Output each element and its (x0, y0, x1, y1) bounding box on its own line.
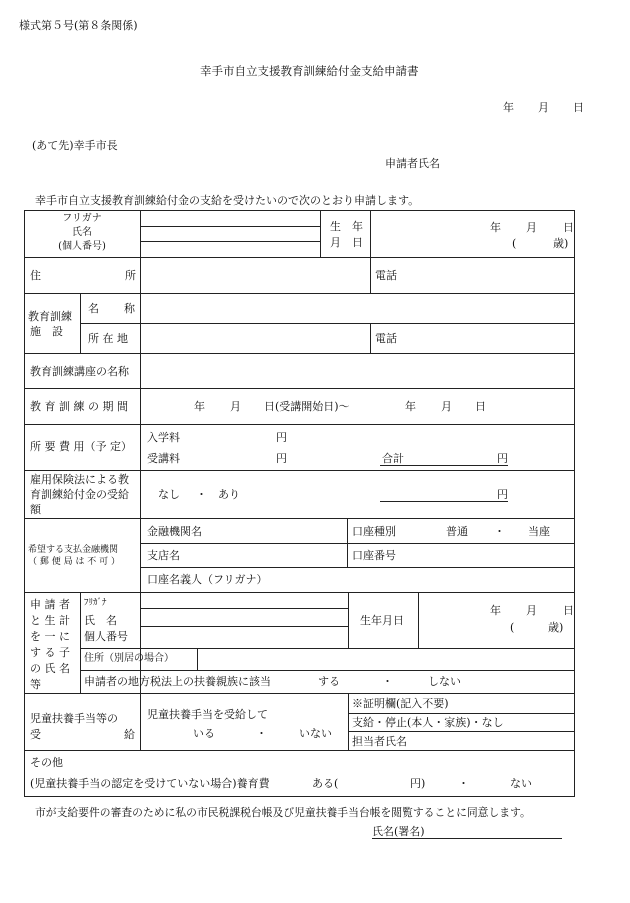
child-year: 年 (490, 604, 501, 617)
dependent-label: 申請者の地方税法上の扶養親族に該当 (84, 675, 271, 688)
support-fee-dot: ・ (458, 777, 469, 790)
account-current: 当座 (528, 525, 550, 538)
child-address-divider (197, 648, 198, 670)
child-age-close: 歳) (548, 621, 564, 634)
child-furigana-line (140, 608, 348, 609)
insurance-label-2: 育訓練給付金の受給 (30, 488, 129, 501)
form-number: 様式第５号(第８条関係) (19, 19, 138, 32)
insurance-label-1: 雇用保険法による教 (30, 473, 129, 486)
child-label-1: 申 請 者 (30, 598, 70, 611)
period-month-2: 月 (441, 400, 452, 413)
child-birth-right (418, 592, 419, 648)
row-line (24, 518, 575, 519)
support-fee-aru: ある( (312, 777, 339, 790)
support-fee-yen: 円) (410, 777, 426, 790)
account-number-label: 口座番号 (352, 549, 396, 562)
signature-underline (372, 838, 562, 839)
facility-label-2: 施 設 (30, 325, 63, 338)
bank-label-1: 希望する支払金融機関 (28, 545, 119, 555)
total-label: 合計 (382, 452, 404, 465)
row-line (24, 750, 575, 751)
bank-label-2: （ 郵 便 局 は 不 可 ） (28, 557, 121, 567)
child-label-3: を 一 に (30, 630, 70, 643)
allowance-label-1: 児童扶養手当等の (30, 712, 118, 725)
cert-line-2 (348, 731, 575, 732)
signature-label: 氏名(署名) (372, 825, 425, 838)
allowance-dot: ・ (256, 727, 267, 740)
total-underline (380, 465, 508, 466)
addressee: (あて先)幸手市長 (32, 139, 118, 152)
facility-name-label-1: 名 (88, 302, 99, 315)
period-day-1: 日(受講開始日)～ (264, 400, 350, 413)
child-subcolumn (80, 592, 81, 693)
total-yen: 円 (497, 452, 508, 465)
child-name-line (140, 626, 348, 627)
entrance-fee-label: 入学料 (147, 431, 180, 444)
birth-month: 月 (526, 221, 537, 234)
cert-label: ※証明欄(記入不要) (352, 697, 449, 710)
period-day-2: 日 (475, 400, 486, 413)
child-birth-left (348, 592, 349, 648)
row-line (24, 388, 575, 389)
account-holder-label: 口座名義人（フリガナ） (147, 573, 268, 586)
row-line (24, 592, 575, 593)
facility-location-label: 所 在 地 (88, 332, 128, 345)
facility-split-line (80, 323, 575, 324)
dependent-yes: する (318, 675, 340, 688)
date-day: 日 (573, 101, 584, 114)
insurance-yen: 円 (497, 488, 508, 501)
row-line (24, 424, 575, 425)
row-line (24, 293, 575, 294)
account-ordinary: 普通 (446, 525, 468, 538)
child-label-2: と 生 計 (30, 614, 70, 627)
birth-label-1: 生 年 (330, 220, 363, 233)
allowance-question: 児童扶養手当を受給して (147, 708, 268, 721)
consent-text: 市が支給要件の審査のために私の市民税課税台帳及び児童扶養手当台帳を閲覧することに同意します。 (35, 806, 531, 819)
birth-label-2: 月 日 (330, 236, 363, 249)
support-fee-label: (児童扶養手当の認定を受けていない場合)養育費 (30, 777, 270, 790)
insurance-dot: ・ (196, 488, 207, 501)
child-label-4: す る 子 (30, 646, 70, 659)
facility-name-label-2: 称 (124, 302, 135, 315)
name-furigana-line (140, 226, 320, 227)
birth-day: 日 (563, 221, 574, 234)
application-table (24, 210, 575, 797)
child-furigana-label: ﾌﾘｶﾞﾅ (84, 598, 107, 608)
label-column-line (140, 210, 141, 750)
age-close: 歳) (553, 237, 569, 250)
my-number-label: (個人番号) (58, 241, 106, 252)
period-year-1: 年 (194, 400, 205, 413)
facility-phone-divider (370, 323, 371, 353)
child-month: 月 (526, 604, 537, 617)
name-number-line (140, 241, 320, 242)
birth-year: 年 (490, 221, 501, 234)
course-name-label: 教育訓練講座の名称 (30, 365, 129, 378)
row-line (24, 693, 575, 694)
branch-label: 支店名 (147, 549, 180, 562)
cert-status: 支給・停止(本人・家族)・なし (352, 716, 504, 729)
phone-label: 電話 (375, 269, 397, 282)
bank-divider (347, 518, 348, 567)
bank-line-2 (140, 567, 575, 568)
insurance-label-3: 額 (30, 503, 41, 516)
birth-label-left (320, 210, 321, 257)
facility-phone-label: 電話 (375, 332, 397, 345)
bank-line-1 (140, 543, 575, 544)
account-type-dot: ・ (494, 525, 505, 538)
name-label: 氏名 (72, 227, 92, 238)
child-birth-label: 生年月日 (360, 614, 404, 627)
allowance-label-2: 受 (30, 728, 41, 741)
row-line (24, 257, 575, 258)
facility-label-1: 教育訓練 (28, 310, 72, 323)
child-day: 日 (563, 604, 574, 617)
tuition-yen: 円 (276, 452, 287, 465)
row-line (24, 353, 575, 354)
address-label-2: 所 (125, 269, 136, 282)
phone-divider (370, 257, 371, 293)
child-address-line (80, 648, 575, 649)
date-year: 年 (503, 101, 514, 114)
other-label: その他 (30, 756, 63, 769)
row-line (24, 470, 575, 471)
child-dependent-line (80, 670, 575, 671)
account-type-label: 口座種別 (352, 525, 396, 538)
period-month-1: 月 (230, 400, 241, 413)
furigana-label: フリガナ (62, 213, 102, 224)
date-month: 月 (538, 101, 549, 114)
intro-text: 幸手市自立支援教育訓練給付金の支給を受けたいので次のとおり申請します。 (35, 194, 420, 207)
period-year-2: 年 (405, 400, 416, 413)
child-name-label: 氏 名 (84, 614, 117, 627)
allowance-label-3: 給 (124, 728, 135, 741)
allowance-divider (348, 693, 349, 750)
bank-name-label: 金融機関名 (147, 525, 202, 538)
cert-line-1 (348, 713, 575, 714)
facility-subcolumn (80, 293, 81, 353)
entrance-fee-yen: 円 (276, 431, 287, 444)
address-label-1: 住 (30, 269, 41, 282)
dependent-no: しない (428, 675, 461, 688)
dependent-dot: ・ (382, 675, 393, 688)
child-my-number-label: 個人番号 (84, 630, 128, 643)
allowance-not-receiving: いない (299, 727, 332, 740)
cost-label: 所 要 費 用（予 定） (30, 440, 132, 453)
child-address-label: 住所（別居の場合） (84, 653, 174, 664)
officer-label: 担当者氏名 (352, 735, 407, 748)
allowance-receiving: いる (193, 727, 215, 740)
support-fee-nai: ない (510, 777, 532, 790)
applicant-name-label: 申請者氏名 (385, 157, 440, 170)
tuition-label: 受講料 (147, 452, 180, 465)
child-label-6: 等 (30, 678, 41, 691)
insurance-exists: あり (218, 488, 240, 501)
birth-label-right (370, 210, 371, 257)
period-label: 教 育 訓 練 の 期 間 (30, 400, 128, 413)
age-open: ( (512, 237, 517, 250)
form-title: 幸手市自立支援教育訓練給付金支給申請書 (200, 64, 419, 78)
child-age-open: ( (510, 621, 515, 634)
child-label-5: の 氏 名 (30, 662, 70, 675)
insurance-underline (380, 501, 508, 502)
insurance-none: なし (158, 488, 180, 501)
